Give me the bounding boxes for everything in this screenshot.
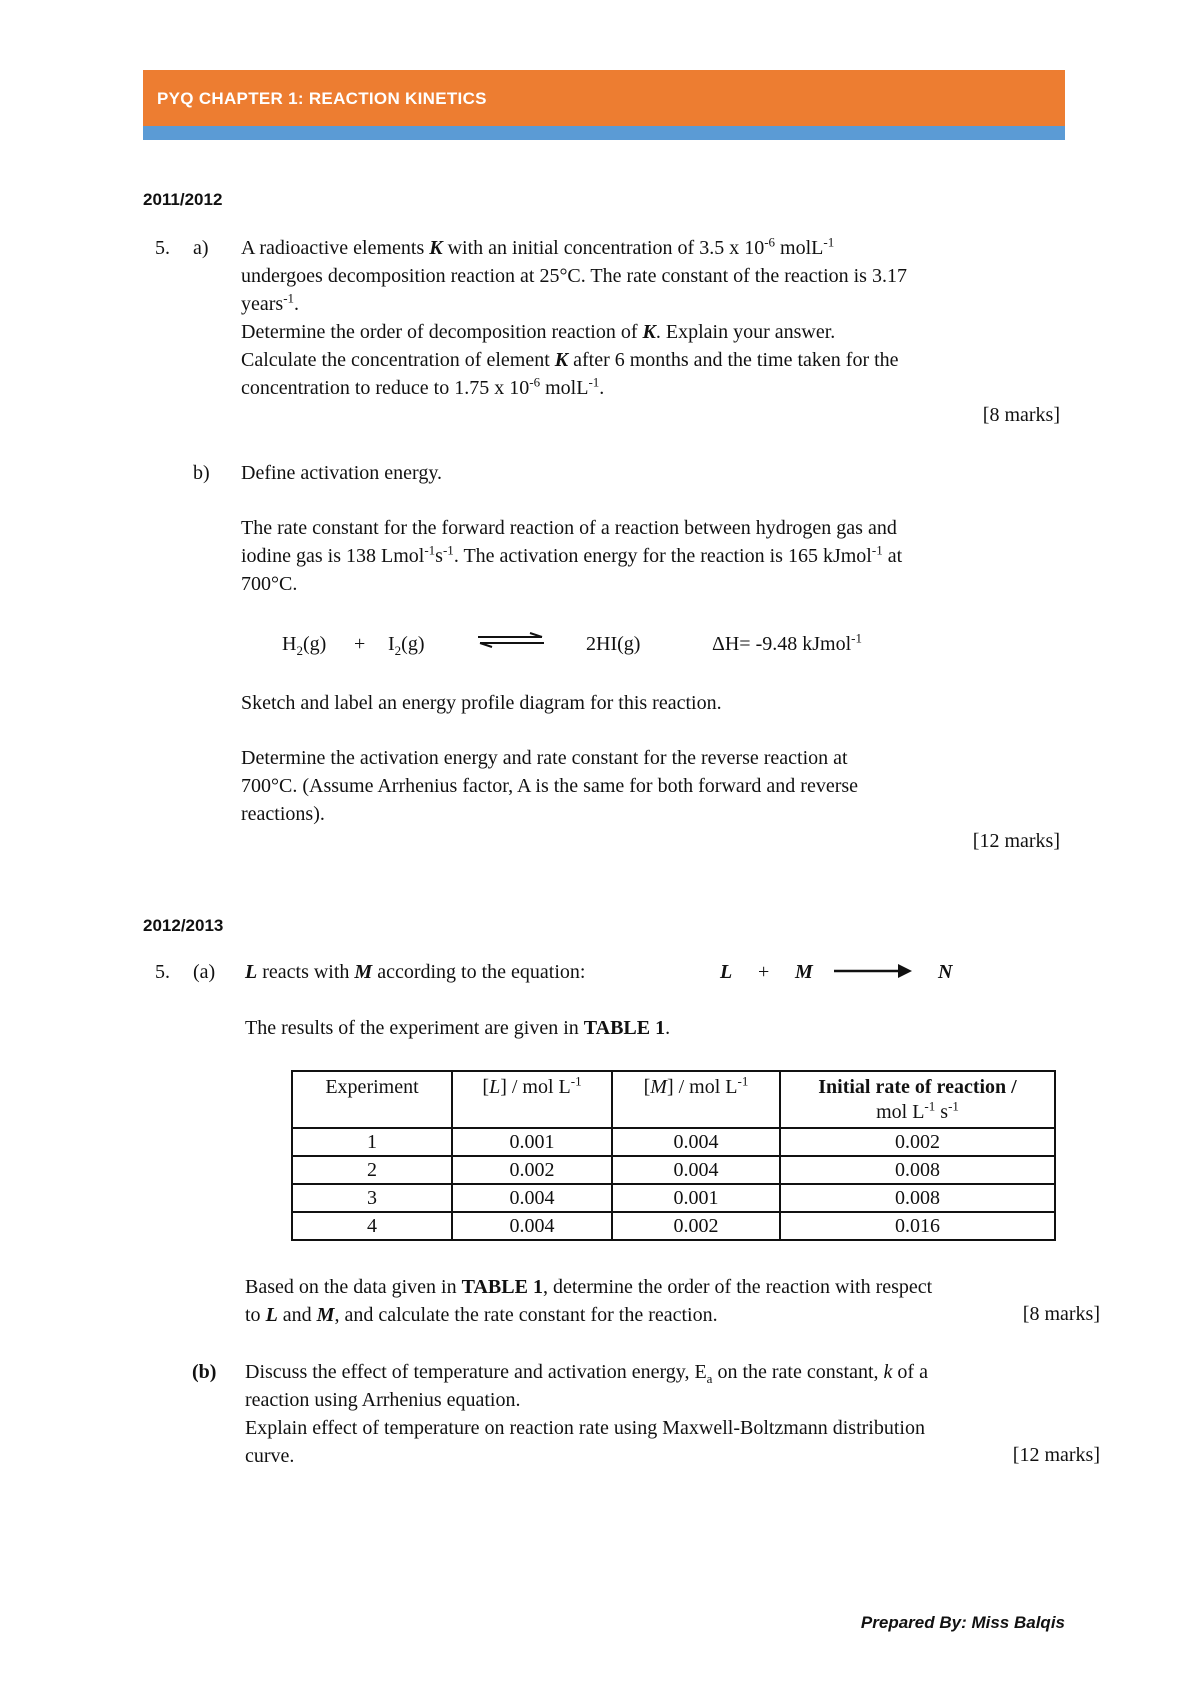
table-cell: 0.001 [452, 1128, 612, 1156]
q2a-line-3: Based on the data given in TABLE 1, determine the order of the reaction with respect [245, 1276, 933, 1298]
equation-m: M [795, 961, 813, 983]
equilibrium-arrow-icon [476, 632, 546, 648]
header-l-concentration: [L] / mol $L^{-1}$ [452, 1071, 612, 1128]
reaction-arrow-icon [832, 962, 914, 980]
q2b-line-4: curve. [245, 1445, 295, 1467]
header-m-concentration: [M] / mol $L^{-1}$ [612, 1071, 780, 1128]
table-cell: 0.004 [452, 1184, 612, 1212]
equation-product-hi: 2HI(g) [586, 633, 641, 655]
footer-author: Prepared By: Miss Balqis [860, 1613, 1065, 1632]
marks-q2b: [12 marks] [1012, 1444, 1100, 1466]
equation-enthalpy: ΔH= -9.48 kJmol$^{-1}$ [712, 630, 862, 655]
equation-reactant-h2: $H_2(g)$ [282, 633, 327, 658]
question-number: 5. [155, 961, 170, 983]
table-cell: 0.008 [780, 1156, 1055, 1184]
page-title: PYQ CHAPTER 1: REACTION KINETICS [157, 89, 487, 108]
q2a-line-4: to L and M, and calculate the rate constant for the reaction. [245, 1304, 718, 1326]
q2a-line-1: L reacts with M according to the equation: [245, 961, 586, 983]
part-label-a: (a) [193, 961, 216, 983]
q2b-line-3: Explain effect of temperature on reaction rate using Maxwell-Boltzmann distribution [245, 1417, 925, 1439]
q2b-line-1: Discuss the effect of temperature and activation energy, $E_a$ on the rate constant, k of a [245, 1361, 928, 1386]
equation-l: L [720, 961, 733, 983]
table-cell: 0.016 [780, 1212, 1055, 1240]
table-cell: 1 [292, 1128, 452, 1156]
header-stripe [143, 126, 1065, 140]
table-row [292, 1184, 1055, 1212]
q1a-line-1: A radioactive elements K with an initial concentration of 3.5 x $10^{-6}$ molL$^{-1}$ [241, 234, 835, 259]
table-row [292, 1128, 1055, 1156]
part-label-b: b) [193, 462, 210, 484]
question-number: 5. [155, 237, 170, 259]
equation-plus: + [758, 961, 770, 983]
equation-n: N [938, 961, 953, 983]
table-cell: 3 [292, 1184, 452, 1212]
q1b-line-6: Determine the activation energy and rate constant for the reverse reaction at [241, 747, 848, 769]
q1a-line-4: Determine the order of decomposition reaction of K. Explain your answer. [241, 321, 836, 343]
year-heading-2011: 2011/2012 [143, 190, 223, 209]
table-cell: 0.002 [612, 1212, 780, 1240]
table-cell: 2 [292, 1156, 452, 1184]
table-cell: 0.002 [452, 1156, 612, 1184]
table-cell: 0.004 [452, 1212, 612, 1240]
table-cell: 0.002 [780, 1128, 1055, 1156]
q1a-line-5: Calculate the concentration of element K after 6 months and the time taken for the [241, 349, 899, 371]
header-experiment: Experiment [292, 1071, 452, 1128]
q1a-line-6: concentration to reduce to 1.75 x $10^{-6}$ molL$^{-1}$. [241, 374, 605, 399]
q1b-line-7: 700°C. (Assume Arrhenius factor, A is the same for both forward and reverse [241, 775, 859, 797]
table-header-row [292, 1071, 1055, 1128]
q1b-line-3: iodine gas is 138 $Lmol^{-1}s^{-1}$. The activation energy for the reaction is 165 kJmol$^{-1}$ at [241, 542, 903, 567]
q2a-line-2: The results of the experiment are given in TABLE 1. [245, 1017, 671, 1039]
q1a-line-2: undergoes decomposition reaction at 25°C. The rate constant of the reaction is 3.17 [241, 265, 907, 287]
part-label-a: a) [193, 237, 209, 259]
table-row [292, 1212, 1055, 1240]
q2b-line-2: reaction using Arrhenius equation. [245, 1389, 521, 1411]
table-cell: 4 [292, 1212, 452, 1240]
q1b-line-5: Sketch and label an energy profile diagram for this reaction. [241, 692, 722, 714]
table-cell: 0.004 [612, 1156, 780, 1184]
table-cell: 0.001 [612, 1184, 780, 1212]
q1b-line-2: The rate constant for the forward reaction of a reaction between hydrogen gas and [241, 517, 897, 539]
table-row [292, 1156, 1055, 1184]
table-cell: 0.004 [612, 1128, 780, 1156]
q1a-line-3: years$^{-1}$. [241, 290, 300, 315]
header-initial-rate: Initial rate of reaction / mol $L^{-1}$ $s^{-1}$ [780, 1071, 1055, 1128]
marks-q2a: [8 marks] [1022, 1303, 1100, 1325]
table-cell: 0.008 [780, 1184, 1055, 1212]
q1b-line-8: reactions). [241, 803, 325, 825]
equation-plus: + [354, 633, 366, 655]
data-table [291, 1070, 1056, 1241]
equation-reactant-i2: $I_2(g)$ [388, 633, 425, 658]
year-heading-2012: 2012/2013 [143, 916, 224, 935]
q1b-line-1: Define activation energy. [241, 462, 443, 484]
marks-q1b: [12 marks] [972, 830, 1060, 852]
q1b-line-4: 700°C. [241, 573, 298, 595]
part-label-b: (b) [192, 1361, 217, 1383]
marks-q1a: [8 marks] [982, 404, 1060, 426]
